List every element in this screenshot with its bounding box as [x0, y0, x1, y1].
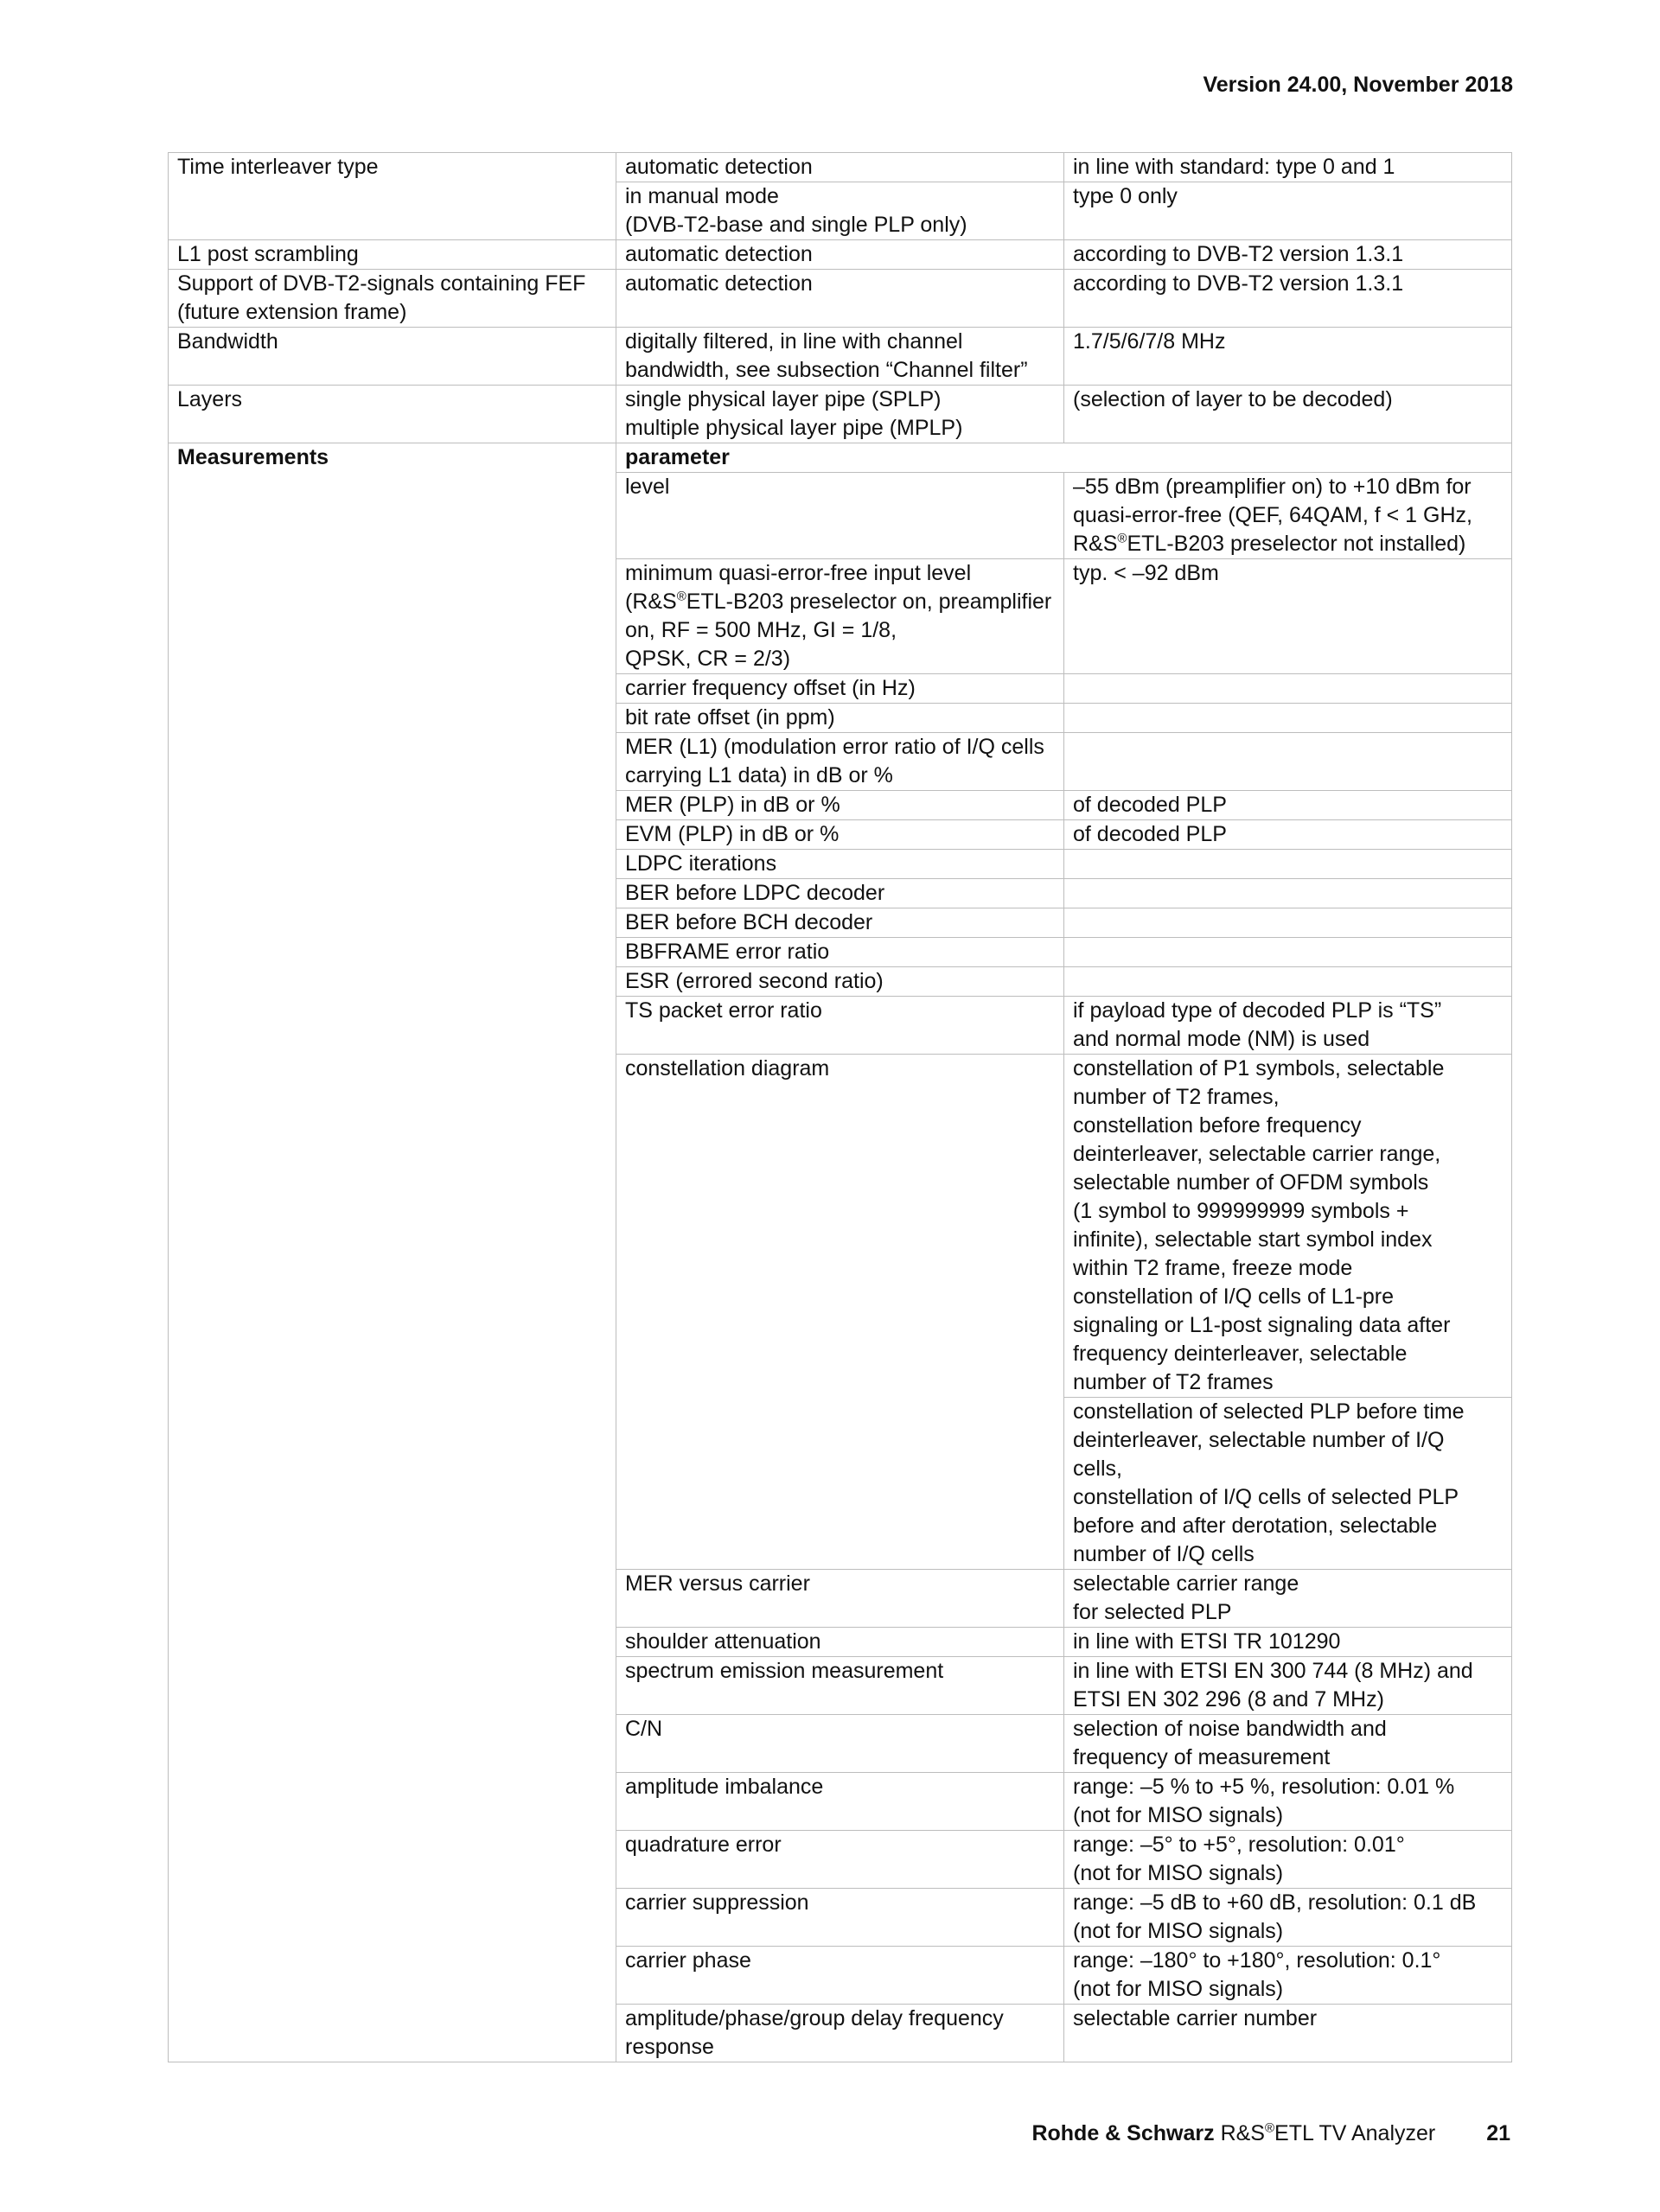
table-cell: in line with standard: type 0 and 1	[1064, 153, 1512, 182]
table-row	[169, 270, 1512, 328]
table-cell	[1064, 473, 1512, 559]
table-cell: ESR (errored second ratio)	[616, 967, 1064, 997]
row-label: L1 post scrambling	[169, 240, 616, 270]
table-cell: constellation diagram	[616, 1055, 1064, 1570]
table-cell: BER before LDPC decoder	[616, 879, 1064, 908]
table-cell: in line with ETSI TR 101290	[1064, 1628, 1512, 1657]
table-cell: typ. < –92 dBm	[1064, 559, 1512, 674]
table-cell: selectable carrier number	[1064, 2005, 1512, 2062]
measurements-heading: Measurements	[169, 443, 616, 2062]
specification-table	[168, 152, 1512, 2062]
table-row	[169, 240, 1512, 270]
table-row	[169, 328, 1512, 386]
table-cell: digitally filtered, in line with channel bandwidth, see subsection “Channel filter”	[616, 328, 1064, 386]
table-cell: MER versus carrier	[616, 1570, 1064, 1628]
row-label: Bandwidth	[169, 328, 616, 386]
table-cell: of decoded PLP	[1064, 820, 1512, 850]
table-cell: in manual mode (DVB-T2-base and single PLP only)	[616, 182, 1064, 240]
table-cell: range: –180° to +180°, resolution: 0.1° (not for MISO signals)	[1064, 1947, 1512, 2005]
parameter-heading: parameter	[616, 443, 1512, 473]
registered-mark: ®	[1117, 531, 1127, 546]
cell-text: ETL-B203 preselector not installed)	[1127, 532, 1466, 556]
table-cell: amplitude/phase/group delay frequency response	[616, 2005, 1064, 2062]
table-cell: BBFRAME error ratio	[616, 938, 1064, 967]
table-cell: 1.7/5/6/7/8 MHz	[1064, 328, 1512, 386]
table-cell: carrier phase	[616, 1947, 1064, 2005]
table-cell	[1064, 704, 1512, 733]
table-cell: automatic detection	[616, 270, 1064, 328]
table-row	[169, 153, 1512, 182]
table-cell: C/N	[616, 1715, 1064, 1773]
table-cell: LDPC iterations	[616, 850, 1064, 879]
table-cell: quadrature error	[616, 1831, 1064, 1889]
table-cell: MER (PLP) in dB or %	[616, 791, 1064, 820]
table-cell	[1064, 938, 1512, 967]
table-cell: constellation of selected PLP before time deinterleaver, selectable number of I/Q cells, constellation of I/Q cells of selected PLP before and after derotation, selectable number of I/Q cells	[1064, 1398, 1512, 1570]
table-cell: (selection of layer to be decoded)	[1064, 386, 1512, 443]
table-cell: selectable carrier range for selected PLP	[1064, 1570, 1512, 1628]
table-cell: single physical layer pipe (SPLP) multiple physical layer pipe (MPLP)	[616, 386, 1064, 443]
page-number: 21	[1486, 2121, 1510, 2145]
table-row	[169, 386, 1512, 443]
row-label: Layers	[169, 386, 616, 443]
registered-mark: ®	[1264, 2120, 1275, 2136]
table-cell: BER before BCH decoder	[616, 908, 1064, 938]
table-cell: of decoded PLP	[1064, 791, 1512, 820]
table-cell: automatic detection	[616, 240, 1064, 270]
table-cell	[1064, 733, 1512, 791]
table-cell	[1064, 879, 1512, 908]
cell-text: ETL-B203 preselector on, preamplifier on, RF = 500 MHz, GI = 1/8, QPSK, CR = 2/3)	[625, 590, 1052, 671]
table-cell	[616, 559, 1064, 674]
table-cell: level	[616, 473, 1064, 559]
table-cell: according to DVB-T2 version 1.3.1	[1064, 240, 1512, 270]
table-row	[169, 443, 1512, 473]
table-cell: MER (L1) (modulation error ratio of I/Q cells carrying L1 data) in dB or %	[616, 733, 1064, 791]
table-cell: in line with ETSI EN 300 744 (8 MHz) and ETSI EN 302 296 (8 and 7 MHz)	[1064, 1657, 1512, 1715]
table-cell	[1064, 967, 1512, 997]
table-cell: EVM (PLP) in dB or %	[616, 820, 1064, 850]
product-name: ETL TV Analyzer	[1274, 2121, 1436, 2145]
product-prefix: R&S	[1220, 2121, 1265, 2145]
table-cell: constellation of P1 symbols, selectable number of T2 frames, constellation before frequency deinterleaver, selectable carrier range, selectable number of OFDM symbols (1 symbol to 999999999 symbols + infinite), selectable start symbol index within T2 frame, freeze mode constellation of I/Q cells of L1-pre signaling or L1-post signaling data after frequency deinterleaver, selectable number of T2 frames	[1064, 1055, 1512, 1398]
table-cell: according to DVB-T2 version 1.3.1	[1064, 270, 1512, 328]
table-cell: type 0 only	[1064, 182, 1512, 240]
table-cell: range: –5° to +5°, resolution: 0.01° (not for MISO signals)	[1064, 1831, 1512, 1889]
table-cell: range: –5 % to +5 %, resolution: 0.01 % (not for MISO signals)	[1064, 1773, 1512, 1831]
table-cell: shoulder attenuation	[616, 1628, 1064, 1657]
table-cell	[1064, 850, 1512, 879]
row-label: Time interleaver type	[169, 153, 616, 240]
table-cell: range: –5 dB to +60 dB, resolution: 0.1 dB (not for MISO signals)	[1064, 1889, 1512, 1947]
company-name: Rohde & Schwarz	[1031, 2121, 1215, 2145]
table-cell: amplitude imbalance	[616, 1773, 1064, 1831]
table-cell: bit rate offset (in ppm)	[616, 704, 1064, 733]
table-cell: automatic detection	[616, 153, 1064, 182]
document-version: Version 24.00, November 2018	[1203, 73, 1513, 97]
cell-text: –55 dBm (preamplifier on) to +10 dBm for quasi-error-free (QEF, 64QAM, f < 1 GHz, R&S	[1073, 475, 1472, 556]
table-cell: spectrum emission measurement	[616, 1657, 1064, 1715]
table-cell: carrier suppression	[616, 1889, 1064, 1947]
page-footer	[1031, 2121, 1510, 2146]
table-cell	[1064, 908, 1512, 938]
table-cell: carrier frequency offset (in Hz)	[616, 674, 1064, 704]
row-label: Support of DVB-T2-signals containing FEF (future extension frame)	[169, 270, 616, 328]
table-cell: TS packet error ratio	[616, 997, 1064, 1055]
table-cell	[1064, 674, 1512, 704]
table-cell: selection of noise bandwidth and frequency of measurement	[1064, 1715, 1512, 1773]
cell-text: minimum quasi-error-free input level (R&S	[625, 561, 972, 614]
registered-mark: ®	[676, 589, 686, 604]
table-cell: if payload type of decoded PLP is “TS” and normal mode (NM) is used	[1064, 997, 1512, 1055]
